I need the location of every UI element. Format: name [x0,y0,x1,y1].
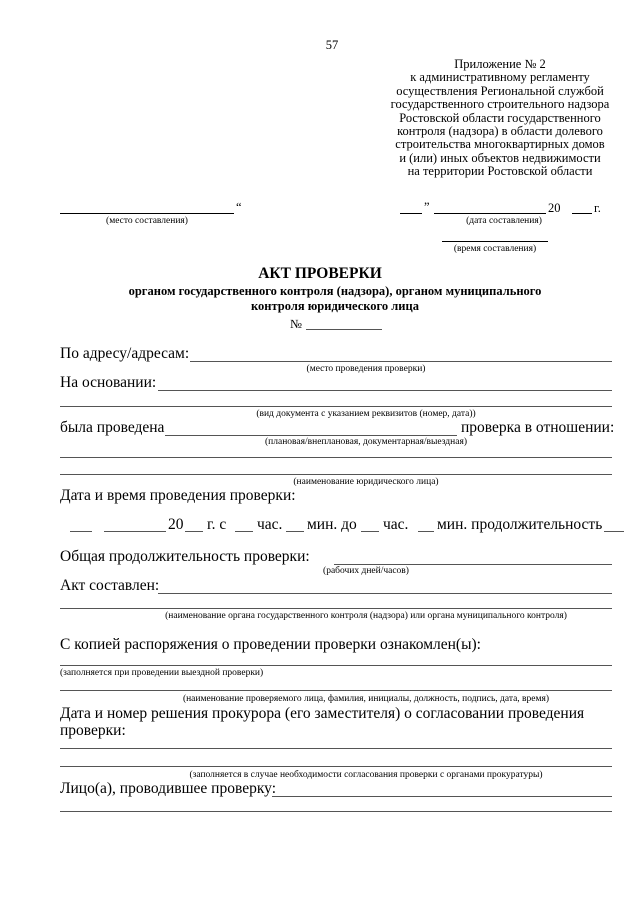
prosecutor-label-line-1: Дата и номер решения прокурора (его заместителя) о согласовании проведения [60,705,585,722]
inspection-regarding-label: проверка в отношении: [461,419,615,436]
dt-duration-line [604,531,624,532]
address-field-line [190,361,612,362]
familiarized-line-2 [60,690,612,691]
familiarized-caption: (заполняется при проведении выездной проверки) [60,668,264,678]
total-duration-line [334,564,612,565]
total-duration-caption: (рабочих дней/часов) [323,566,409,576]
familiarized-line-1 [60,665,612,666]
dt-hours1: час. [257,516,283,533]
act-subtitle-line-2: контроля юридического лица [251,299,419,313]
prosecutor-line-2 [60,766,612,767]
conducted-label: была проведена [60,419,165,436]
act-composed-line-2 [60,608,612,609]
dt-minutes-to: мин. до [307,516,357,533]
prosecutor-caption: (заполняется в случае необходимости согласования проверки с органами прокуратуры) [189,770,543,780]
dt-minutes-duration: мин. продолжительность [437,516,603,533]
appendix-line: Приложение № 2 [454,57,546,71]
year-suffix: г. [594,201,601,215]
address-caption: (место проведения проверки) [306,364,426,374]
place-caption: (место составления) [106,216,188,226]
inspectors-line-2 [60,811,612,812]
inspectors-line-1 [272,796,612,797]
quote-close: ” [424,200,430,214]
dt-month-line [104,531,166,532]
time-caption: (время составления) [453,244,537,254]
legal-entity-line-2 [60,474,612,475]
prosecutor-label-line-2: проверки: [60,722,126,739]
legal-entity-caption: (наименование юридического лица) [293,477,439,487]
legal-entity-line-1 [60,457,612,458]
dt-year-line [185,531,203,532]
datetime-label: Дата и время проведения проверки: [60,487,296,504]
date-caption: (дата составления) [466,216,542,226]
dt-day-line [70,531,92,532]
place-field-line [60,213,234,214]
year-prefix: 20 [548,201,561,215]
act-composed-label: Акт составлен: [60,577,160,594]
quote-open: “ [236,200,242,214]
appendix-line: осуществления Региональной службой [396,83,604,98]
appendix-line: контроля (надзора) в области долевого [397,124,603,139]
day-field-line [400,213,422,214]
inspectors-label: Лицо(а), проводившее проверку: [60,780,277,797]
total-duration-label: Общая продолжительность проверки: [60,548,310,565]
dt-hour1-line [235,531,253,532]
dt-min2-line [418,531,434,532]
act-composed-line-1 [158,593,612,594]
dt-hours2: час. [383,516,409,533]
appendix-line: к административному регламенту [410,70,590,85]
month-field-line [434,213,546,214]
conducted-caption: (плановая/внеплановая, документарная/выездная) [265,437,467,447]
act-number-line [306,329,382,330]
appendix-block [388,58,612,179]
appendix-line: и (или) иных объектов недвижимости [399,150,601,165]
dt-hour2-line [361,531,379,532]
basis-caption: (вид документа с указанием реквизитов (номер, дата)) [256,409,476,419]
prosecutor-line-1 [60,748,612,749]
basis-label: На основании: [60,374,157,391]
dt-g-s: г. с [207,516,227,533]
dt-year-prefix: 20 [168,516,184,533]
time-field-line [442,241,548,242]
appendix-line: на территории Ростовской области [407,164,593,179]
act-subtitle-line-1: органом государственного контроля (надзора), органом муниципального [128,284,542,298]
appendix-line: Ростовской области государственного [399,110,601,125]
page-number: 57 [325,38,339,52]
basis-field-line [158,390,612,391]
familiarized-label: С копией распоряжения о проведении проверки ознакомлен(ы): [60,636,481,653]
act-title: АКТ ПРОВЕРКИ [258,265,382,282]
number-sign: № [290,317,302,331]
inspected-person-caption: (наименование проверяемого лица, фамилия, инициалы, должность, подпись, дата, время) [182,694,550,704]
address-label: По адресу/адресам: [60,345,190,362]
appendix-line: государственного строительного надзора [390,97,610,112]
act-composed-caption: (наименование органа государственного контроля (надзора) или органа муниципального контроля) [165,611,567,621]
appendix-line: строительства многоквартирных домов [395,137,605,152]
basis-field-line-2 [60,406,612,407]
year-field-line [572,213,592,214]
conducted-field-line [165,435,457,436]
dt-min1-line [286,531,304,532]
